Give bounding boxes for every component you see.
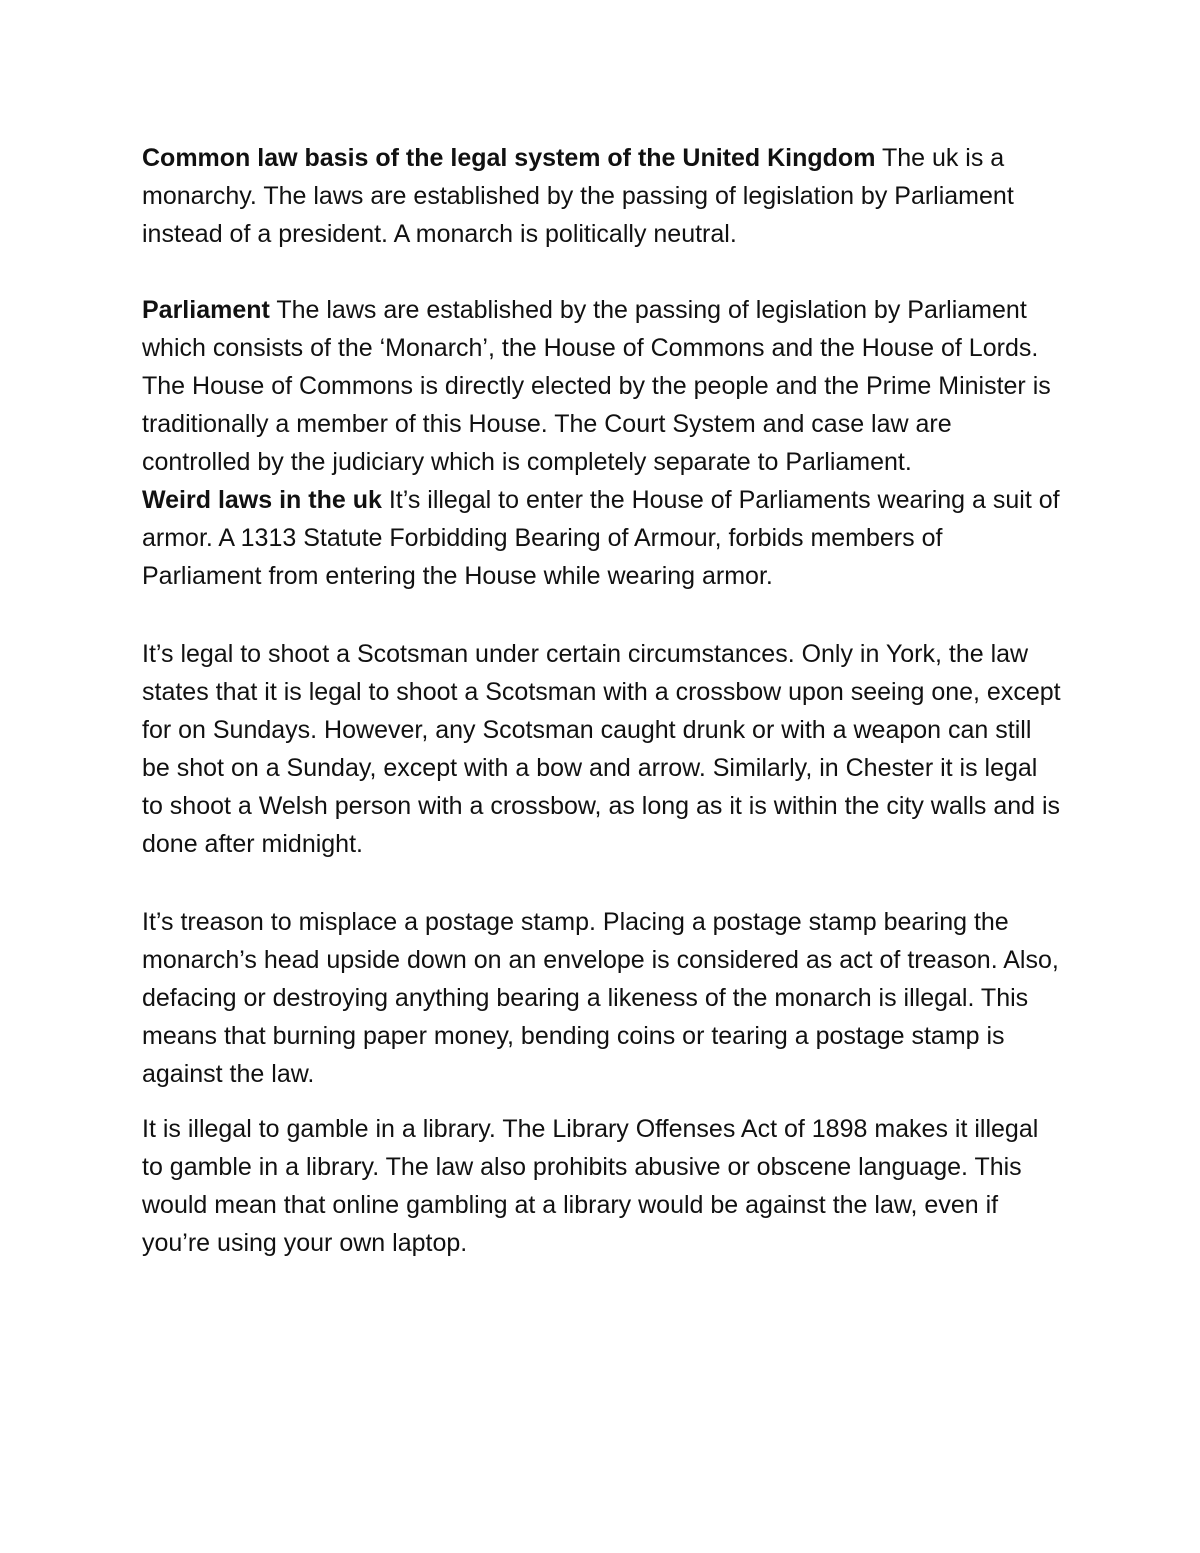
section-common-law <box>142 139 1062 253</box>
section-heading: Common law basis of the legal system of the United Kingdom <box>142 144 876 172</box>
paragraph-scotsman: It’s legal to shoot a Scotsman under certain circumstances. Only in York, the law states that it is legal to shoot a Scotsman with a crossbow upon seeing one, except for on Sundays. However, any Scotsman caught drunk or with a weapon can still be shot on a Sunday, except with a bow and arrow. Similarly, in Chester it is legal to shoot a Welsh person with a crossbow, as long as it is within the city walls and is done after midnight. <box>142 640 1061 858</box>
document-body <box>142 139 1062 1262</box>
paragraph-library: It is illegal to gamble in a library. The Library Offenses Act of 1898 makes it illegal to gamble in a library. The law also prohibits abusive or obscene language. This would mean that online gambling at a library would be against the law, even if you’re using your own laptop. <box>142 1115 1039 1257</box>
section-text: The laws are established by the passing of legislation by Parliament which consists of the ‘Monarch’, the House of Commons and the House of Lords. The House of Commons is directly elected by the people and the Prime Minister is traditionally a member of this House. The Court System and case law are controlled by the judiciary which is completely separate to Parliament. <box>142 296 1051 476</box>
section-heading: Weird laws in the uk <box>142 486 382 514</box>
section-weird-laws <box>142 481 1062 595</box>
section-parliament <box>142 291 1062 481</box>
section-text: It’s illegal to enter the House of Parliaments wearing a suit of armor. A 1313 Statute Forbidding Bearing of Armour, forbids members of Parliament from entering the House while wearing armor. <box>142 486 1060 590</box>
section-text: The uk is a monarchy. The laws are established by the passing of legislation by Parliament instead of a president. A monarch is politically neutral. <box>142 144 1014 248</box>
section-heading: Parliament <box>142 296 270 324</box>
paragraph-postage-stamp: It’s treason to misplace a postage stamp. Placing a postage stamp bearing the monarch’s head upside down on an envelope is considered as act of treason. Also, defacing or destroying anything bearing a likeness of the monarch is illegal. This means that burning paper money, bending coins or tearing a postage stamp is against the law. <box>142 908 1059 1088</box>
